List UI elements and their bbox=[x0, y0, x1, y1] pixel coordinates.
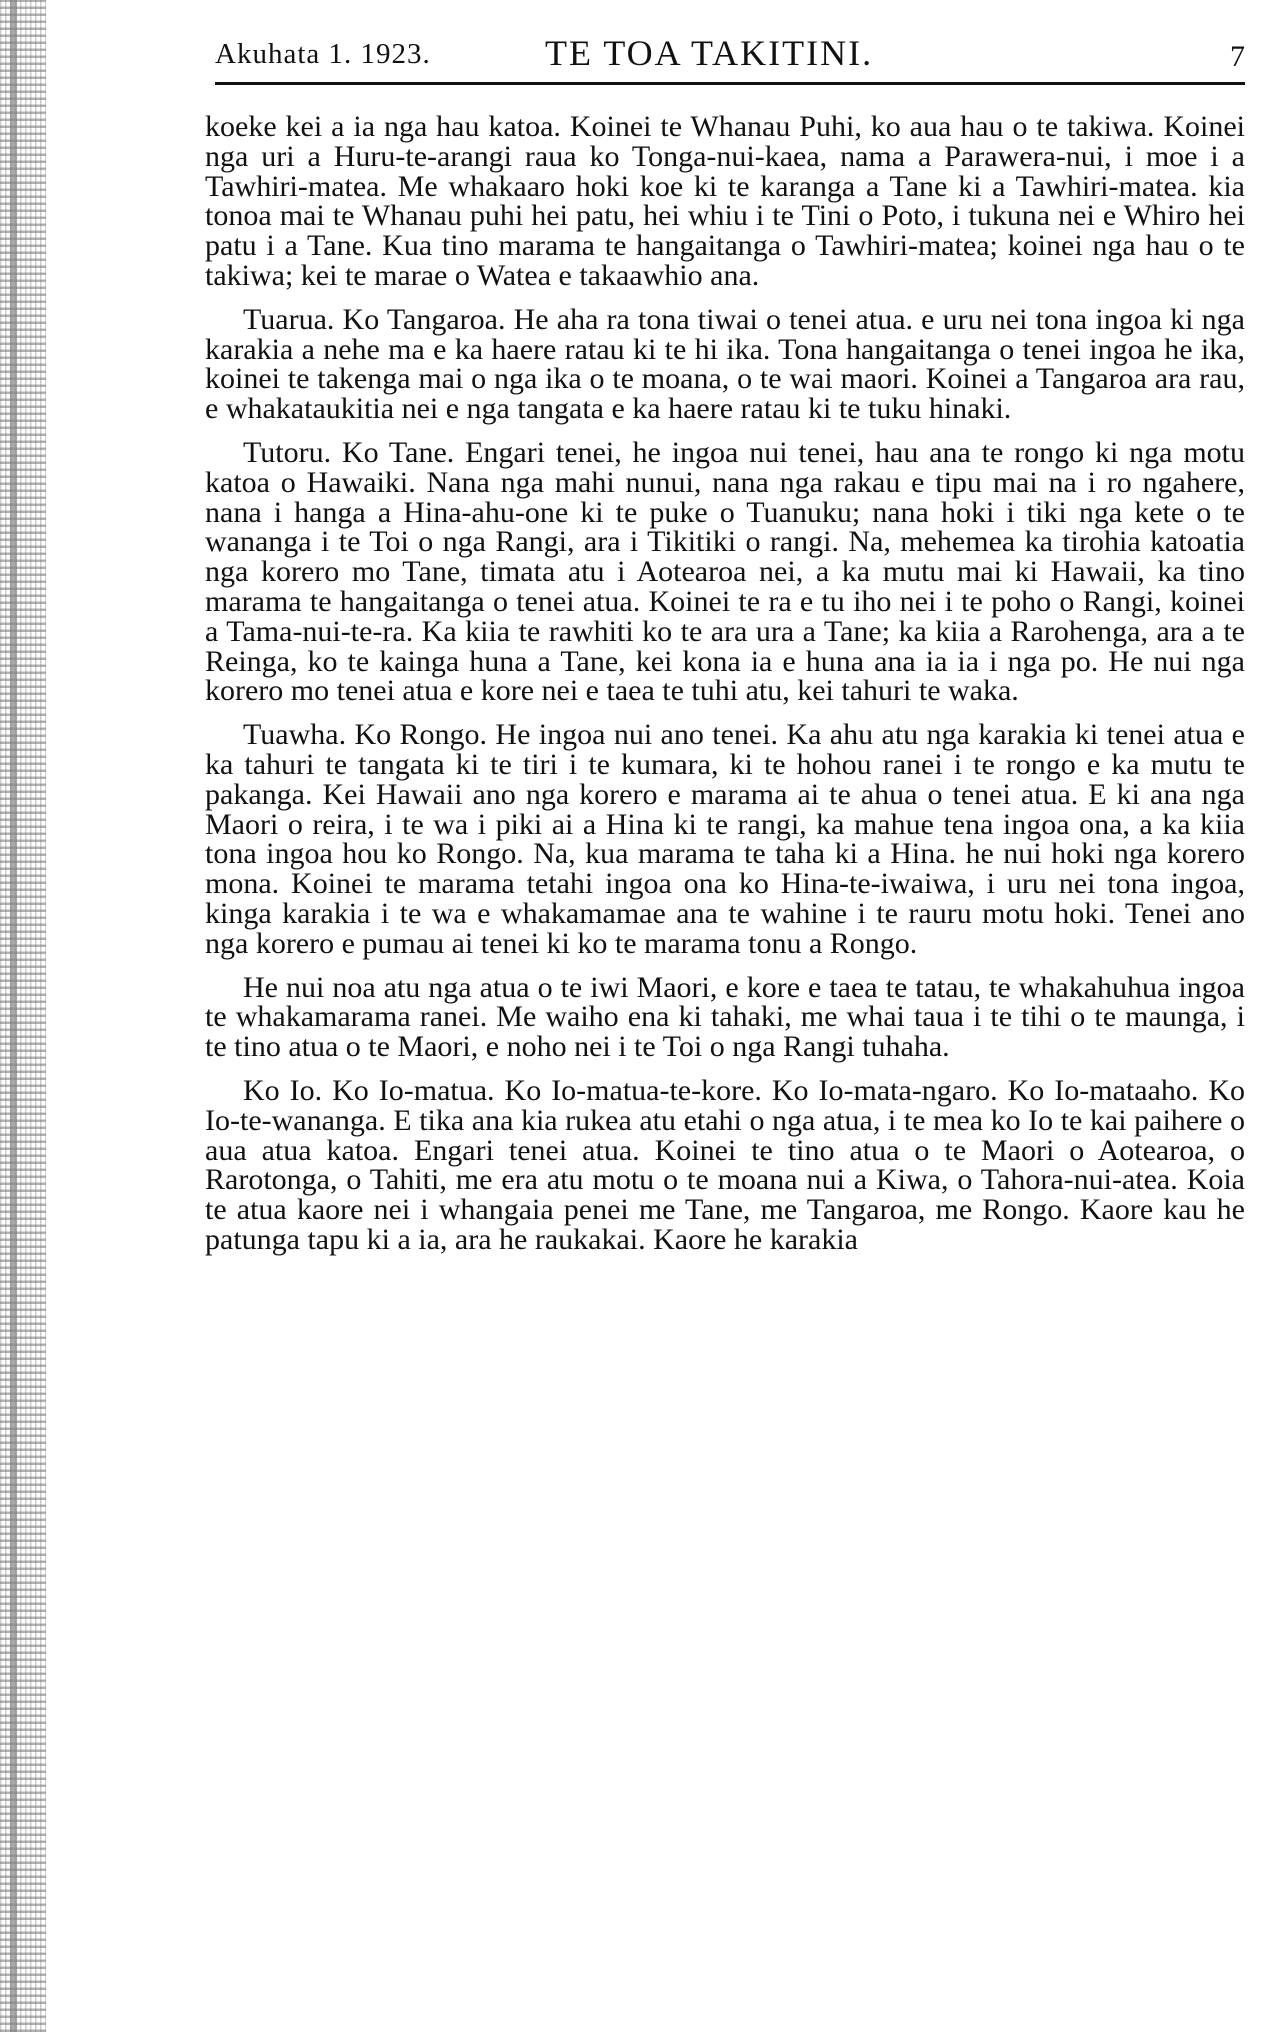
header-date: Akuhata 1. 1923. bbox=[215, 38, 431, 70]
publication-title: TE TOA TAKITINI. bbox=[545, 33, 874, 73]
paragraph-atua-maori: He nui noa atu nga atua o te iwi Maori, e kore e taea te tatau, te whakahuhua ingoa te whakamarama ranei. Me waiho ena ki tahaki, me whai taua i te tihi o te maunga, i te tino atua o te Maori, e noho nei i te Toi o nga Rangi tuhaha. bbox=[205, 970, 1245, 1064]
paragraph-tutoru: Tutoru. Ko Tane. Engari tenei, he ingoa nui tenei, hau ana te rongo ki nga motu katoa o Hawaiki. Nana nga mahi nunui, nana nga rakau e tipu mai na i ro ngahere, nana i hanga a Hina-ahu-one ki te puke o Tuanuku; nana hoki i tiki nga kete o te wananga i te Toi o nga Rangi, ara i Tikitiki o rangi. Na, mehemea ka tirohia katoatia nga korero mo Tane, timata atu i Aotearoa nei, a ka mutu mai ki Hawaii, ka tino marama te hangaitanga o tenei atua. Koinei te ra e tu iho nei i te poho o Rangi, koinei a Tama-nui-te-ra. Ka kiia te rawhiti ko te ara ura a Tane; ka kiia a Rarohenga, ara a te Reinga, ko te kainga huna a Tane, kei kona ia e huna ana ia ia i nga po. He nui nga korero mo tenei atua e kore nei e taea te tuhi atu, kei tahuri te waka. bbox=[205, 435, 1245, 708]
paragraph-tuarua: Tuarua. Ko Tangaroa. He aha ra tona tiwai o tenei atua. e uru nei tona ingoa ki nga karakia a nehe ma e ka haere ratau ki te hi ika. Tona hangaitanga o tenei ingoa he ika, koinei te takenga mai o nga ika o te moana, o te wai maori. Koinei a Tangaroa ara rau, e whakataukitia nei e nga tangata e ka haere ratau ki te tuku hinaki. bbox=[205, 302, 1245, 426]
header-rule bbox=[215, 82, 1245, 85]
paragraph-tuawha: Tuawha. Ko Rongo. He ingoa nui ano tenei. Ka ahu atu nga karakia ki tenei atua e ka tahuri te tangata ki te tiri i te kumara, ki te hohou ranei i te rongo e ka mutu te pakanga. Kei Hawaii ano nga korero e marama ai te ahua o tenei atua. E ki ana nga Maori o reira, i te wa i piki ai a Hina ki te rangi, ka mahue tena ingoa ona, a ka kiia tona ingoa hou ko Rongo. Na, kua marama te taha ki a Hina. he nui hoki nga korero mona. Koinei te marama tetahi ingoa ona ko Hina-te-iwaiwa, i uru nei tona ingoa, kinga karakia i te wa e whakamamae ana te wahine i te rauru motu hoki. Tenei ano nga korero e pumau ai tenei ki ko te marama tonu a Rongo. bbox=[205, 718, 1245, 960]
page-number: 7 bbox=[1230, 40, 1245, 73]
page-binding-edge bbox=[0, 0, 46, 2032]
article-body bbox=[205, 112, 1245, 1269]
paragraph-whanau-puhi: koeke kei a ia nga hau katoa. Koinei te Whanau Puhi, ko aua hau o te takiwa. Koinei nga uri a Huru-te-arangi raua ko Tonga-nui-kaea, nama a Parawera-nui, i moe i a Tawhiri-matea. Me whakaaro hoki koe ki te karanga a Tane ki a Tawhiri-matea. kia tonoa mai te Whanau puhi hei patu, hei whiu i te Tini o Poto, i tukuna nei e Whiro hei patu i a Tane. Kua tino marama te hangaitanga o Tawhiri-matea; koinei nga hau o te takiwa; kei te marae o Watea e takaawhio ana. bbox=[205, 110, 1245, 292]
paragraph-io: Ko Io. Ko Io-matua. Ko Io-matua-te-kore. Ko Io-mata-ngaro. Ko Io-mataaho. Ko Io-te-wananga. E tika ana kia rukea atu etahi o nga atua, i te mea ko Io te kai paihere o aua atua katoa. Engari tenei atua. Koinei te tino atua o te Maori o Aotearoa, o Rarotonga, o Tahiti, me era atu motu o te moana nui a Kiwa, o Tahora-nui-atea. Koia te atua kaore nei i whangaia penei me Tane, me Tangaroa, me Rongo. Kaore kau he patunga tapu ki a ia, ara he raukakai. Kaore he karakia bbox=[205, 1073, 1245, 1256]
page-header bbox=[215, 26, 1245, 76]
